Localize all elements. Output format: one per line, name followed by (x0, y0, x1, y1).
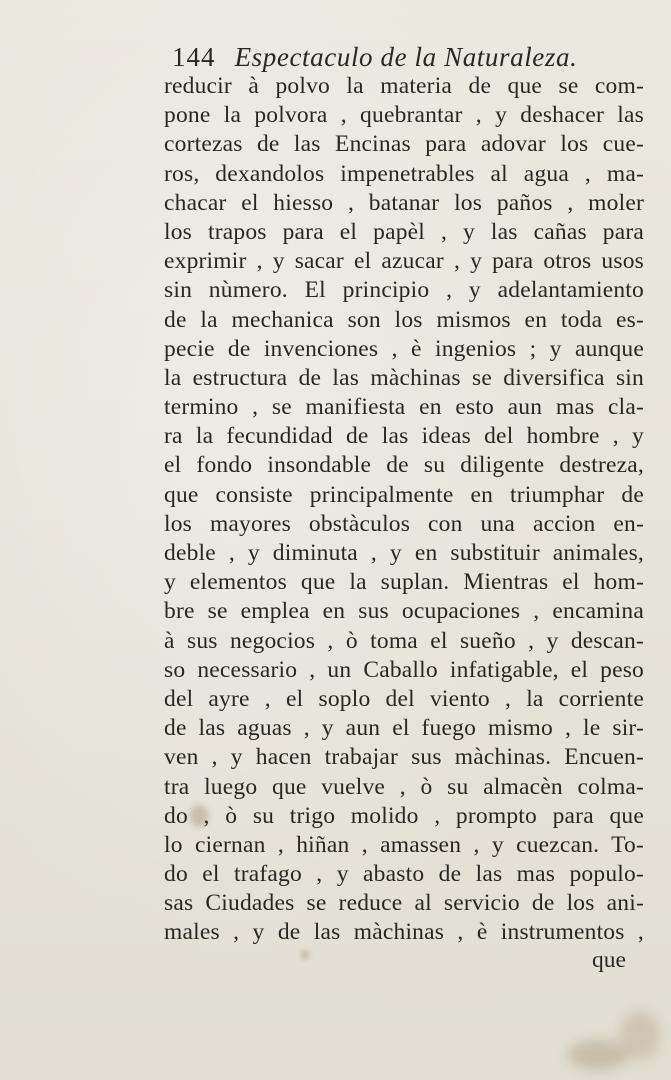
text-line: chacar el hiesso , batanar los paños , moler (164, 189, 644, 216)
text-line: de la mechanica son los mismos en toda es- (164, 306, 644, 333)
catchword: que (592, 947, 626, 973)
text-line: reducir à polvo la materia de que se com- (164, 73, 644, 99)
text-line: del ayre , el soplo del viento , la corriente (164, 685, 644, 712)
text-line: tra luego que vuelve , ò su almacèn colma- (164, 773, 644, 800)
text-line: deble , y diminuta , y en substituir animales, (164, 540, 644, 566)
text-line: à sus negocios , ò toma el sueño , y descan- (164, 627, 644, 654)
text-line: pone la polvora , quebrantar , y deshacer las (164, 102, 644, 129)
text-line: do , ò su trigo molido , prompto para que (164, 802, 644, 829)
text-line: lo ciernan , hiñan , amassen , y cuezcan. To- (164, 831, 644, 858)
text-line: pecie de invenciones , è ingenios ; y aunque (164, 335, 644, 362)
paper-stain (568, 1040, 628, 1070)
page-header (172, 42, 612, 76)
text-line: ven , y hacen trabajar sus màchinas. Encuen- (164, 744, 644, 771)
text-line: que consiste principalmente en triumphar de (164, 481, 644, 508)
text-line: do el trafago , y abasto de las mas populo- (164, 861, 644, 888)
body-text (164, 72, 644, 948)
page-number: 144 (172, 42, 216, 72)
text-line: de las aguas , y aun el fuego mismo , le sir- (164, 715, 644, 742)
text-line: termino , se manifiesta en esto aun mas cla- (164, 394, 644, 421)
text-line: males , y de las màchinas , è instrumentos , (164, 919, 644, 946)
text-line: la estructura de las màchinas se diversifica sin (164, 364, 644, 391)
text-line: so necessario , un Caballo infatigable, el peso (164, 656, 644, 683)
text-line: el fondo insondable de su diligente destreza, (164, 452, 644, 479)
text-line: cortezas de las Encinas para adovar los cue- (164, 131, 644, 158)
text-line: bre se emplea en sus ocupaciones , encamina (164, 598, 644, 625)
text-line: sas Ciudades se reduce al servicio de los ani- (164, 890, 644, 917)
text-line: sin nùmero. El principio , y adelantamiento (164, 277, 644, 304)
text-line: los trapos para el papèl , y las cañas para (164, 218, 644, 245)
running-title: Espectaculo de la Naturaleza. (234, 42, 578, 72)
text-line: ra la fecundidad de las ideas del hombre , y (164, 423, 644, 450)
paper-stain (620, 1010, 660, 1060)
text-line: los mayores obstàculos con una accion en- (164, 510, 644, 537)
text-line: y elementos que la suplan. Mientras el hom- (164, 569, 644, 596)
text-line: ros, dexandolos impenetrables al agua , ma- (164, 160, 644, 187)
paper-stain (300, 950, 310, 960)
text-line: exprimir , y sacar el azucar , y para otros usos (164, 248, 644, 275)
